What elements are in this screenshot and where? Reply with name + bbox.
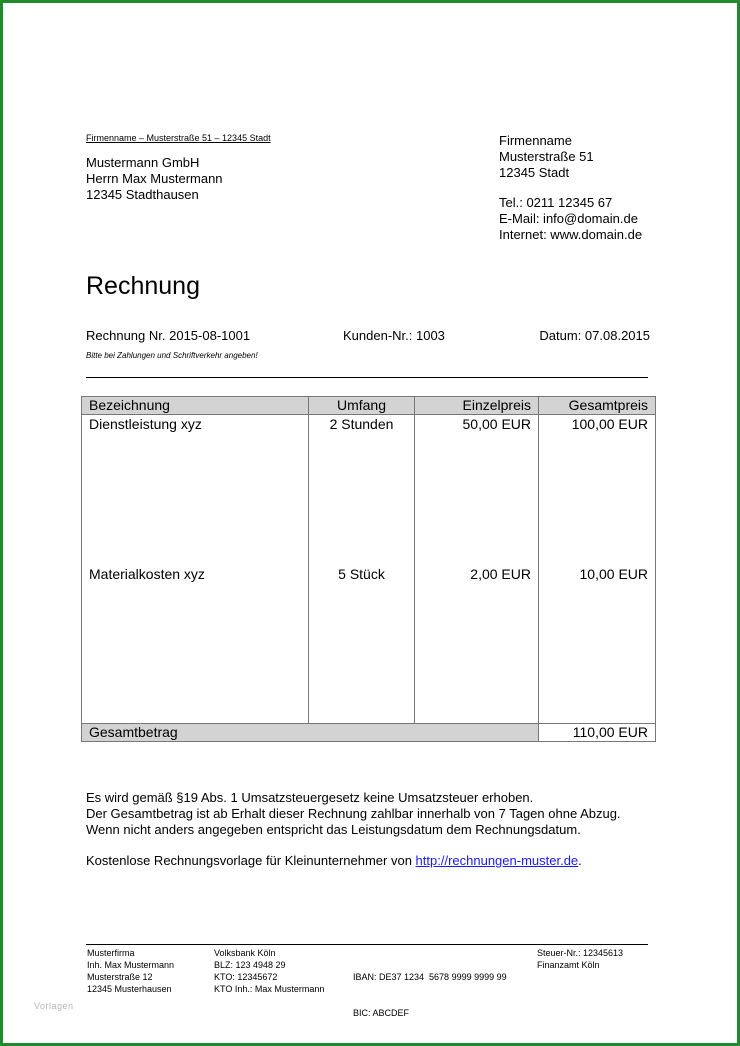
- tax-note: Es wird gemäß §19 Abs. 1 Umsatzsteuergesetz keine Umsatzsteuer erhoben.: [86, 790, 534, 805]
- footer-blz: BLZ: 123 4948 29: [214, 960, 286, 970]
- table-total-row: [82, 724, 656, 742]
- footer-owner: Inh. Max Mustermann: [87, 960, 175, 970]
- recipient-address: [86, 155, 223, 203]
- column-header-unit-price: Einzelpreis: [415, 397, 539, 415]
- item-quantity: 5 Stück: [309, 565, 415, 711]
- footer-company-column: [87, 947, 174, 995]
- footer-account: KTO: 12345672: [214, 972, 278, 982]
- company-name: Firmenname: [499, 133, 572, 148]
- watermark-text: Vorlagen: [34, 1001, 74, 1011]
- item-description: Materialkosten xyz: [82, 565, 309, 711]
- footer-tax-column: [537, 947, 623, 971]
- footer-tax-number: Steuer-Nr.: 12345613: [537, 948, 624, 958]
- header-divider: [86, 377, 648, 378]
- footer-account-holder: KTO Inh.: Max Mustermann: [214, 984, 325, 994]
- recipient-person: Herrn Max Mustermann: [86, 171, 223, 186]
- empty-cell: [539, 711, 656, 724]
- company-info: [499, 133, 642, 243]
- document-title: Rechnung: [86, 272, 200, 300]
- template-credit-period: .: [578, 853, 582, 868]
- table-empty-space: [82, 711, 656, 724]
- footer-company-name: Musterfirma: [87, 948, 135, 958]
- recipient-company: Mustermann GmbH: [86, 155, 200, 170]
- footer-bic: BIC: ABCDEF: [353, 1008, 410, 1018]
- item-total-price: 100,00 EUR: [539, 415, 656, 565]
- sender-address-line: Firmenname – Musterstraße 51 – 12345 Stadt: [86, 133, 271, 143]
- column-header-description: Bezeichnung: [82, 397, 309, 415]
- service-date-note: Wenn nicht anders angegeben entspricht das Leistungsdatum dem Rechnungsdatum.: [86, 822, 581, 837]
- column-header-quantity: Umfang: [309, 397, 415, 415]
- company-street: Musterstraße 51: [499, 149, 594, 164]
- company-email: E-Mail: info@domain.de: [499, 211, 638, 226]
- invoice-items-table: [81, 396, 656, 742]
- column-header-total-price: Gesamtpreis: [539, 397, 656, 415]
- template-credit-text: Kostenlose Rechnungsvorlage für Kleinunternehmer von: [86, 853, 416, 868]
- footer-bank-column: [214, 947, 324, 995]
- invoice-notes: [86, 790, 621, 869]
- total-value: 110,00 EUR: [539, 724, 656, 742]
- invoice-number: Rechnung Nr. 2015-08-1001: [86, 328, 251, 343]
- company-phone: Tel.: 0211 12345 67: [499, 195, 613, 210]
- company-city: 12345 Stadt: [499, 165, 570, 180]
- table-row: [82, 565, 656, 711]
- reference-hint: Bitte bei Zahlungen und Schriftverkehr angeben!: [86, 351, 258, 360]
- table-header-row: [82, 397, 656, 415]
- payment-terms-note: Der Gesamtbetrag ist ab Erhalt dieser Rechnung zahlbar innerhalb von 7 Tagen ohne Abzug.: [86, 806, 621, 821]
- company-website: Internet: www.domain.de: [499, 227, 643, 242]
- footer-bank-name: Volksbank Köln: [214, 948, 276, 958]
- footer-iban: IBAN: DE37 1234 5678 9999 9999 99: [353, 972, 507, 982]
- item-unit-price: 50,00 EUR: [415, 415, 539, 565]
- footer-divider: [86, 944, 648, 945]
- template-source-link[interactable]: http://rechnungen-muster.de: [415, 853, 579, 868]
- invoice-date: Datum: 07.08.2015: [539, 328, 650, 343]
- footer-tax-office: Finanzamt Köln: [537, 960, 600, 970]
- recipient-city: 12345 Stadthausen: [86, 187, 199, 202]
- footer-iban-column: [353, 947, 507, 1031]
- item-quantity: 2 Stunden: [309, 415, 415, 565]
- customer-number: Kunden-Nr.: 1003: [343, 328, 445, 343]
- item-description: Dienstleistung xyz: [82, 415, 309, 565]
- item-total-price: 10,00 EUR: [539, 565, 656, 711]
- table-row: [82, 415, 656, 565]
- template-credit: [86, 853, 621, 869]
- item-unit-price: 2,00 EUR: [415, 565, 539, 711]
- footer-street: Musterstraße 12: [87, 972, 153, 982]
- empty-cell: [82, 711, 309, 724]
- total-label: Gesamtbetrag: [82, 724, 539, 742]
- footer-city: 12345 Musterhausen: [87, 984, 172, 994]
- empty-cell: [309, 711, 415, 724]
- empty-cell: [415, 711, 539, 724]
